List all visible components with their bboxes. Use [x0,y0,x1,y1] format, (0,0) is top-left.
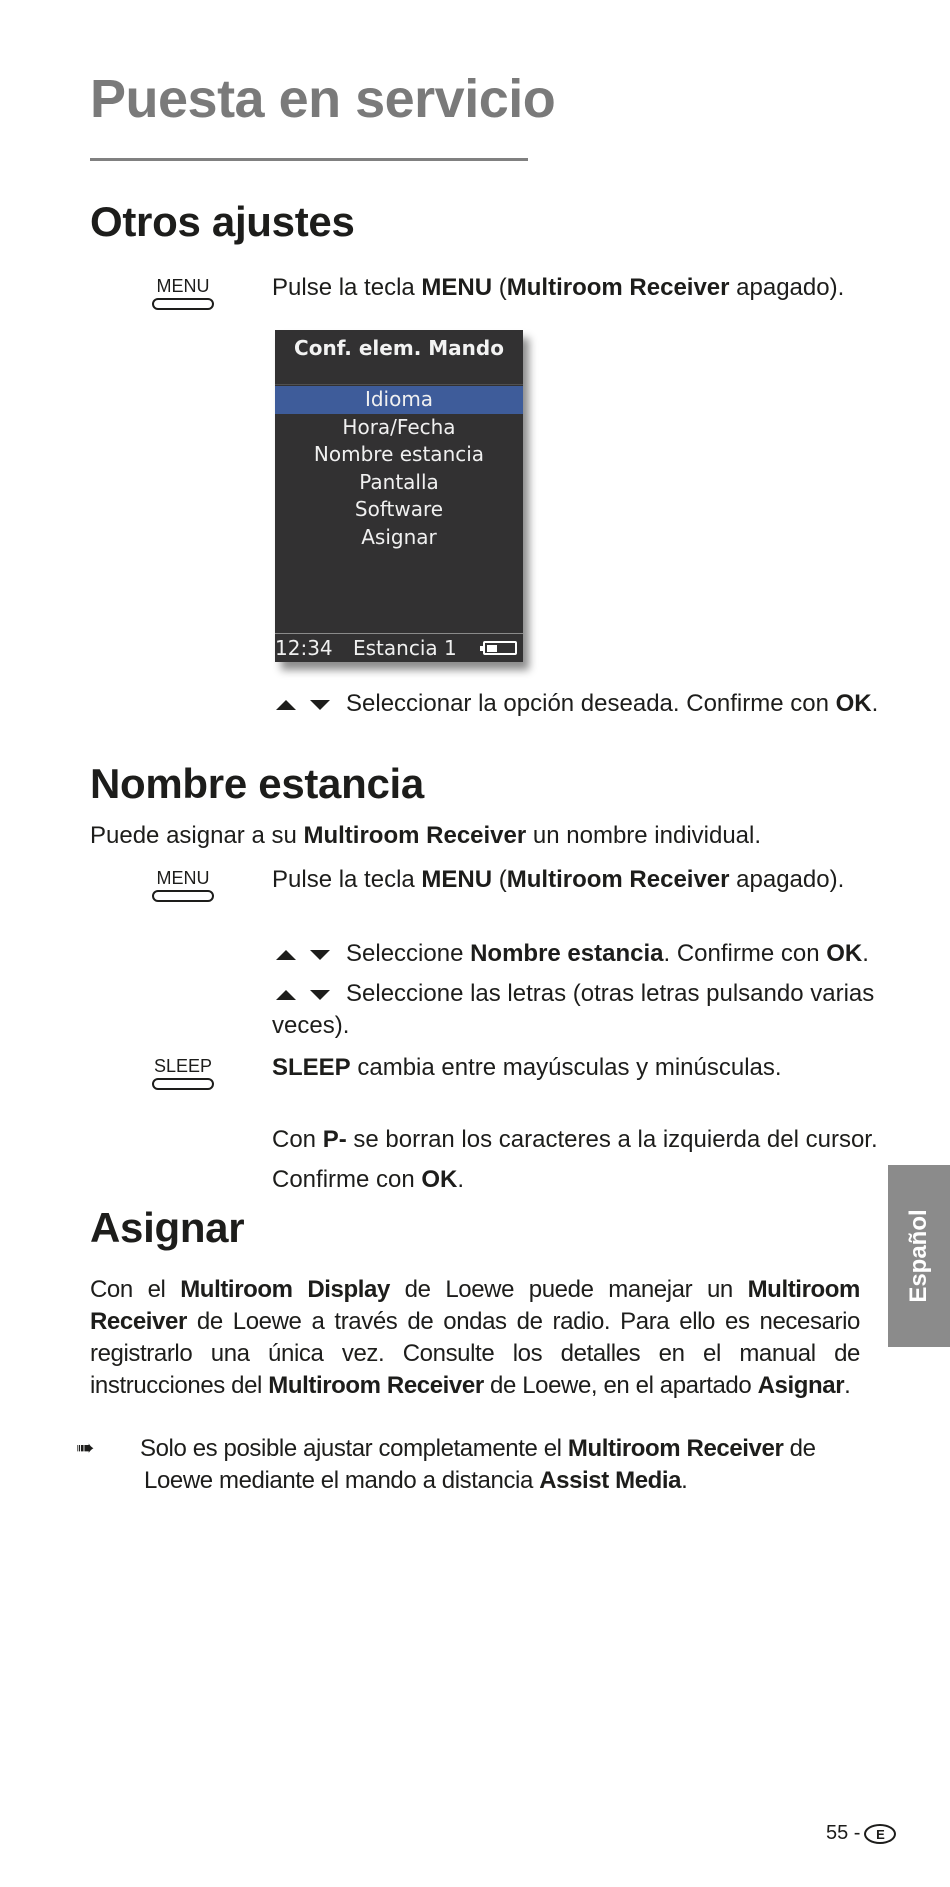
arrow-down-icon [310,950,330,960]
title-divider [90,158,528,161]
nombre-intro: Puede asignar a su Multiroom Receiver un nombre individual. [90,822,762,849]
menu-key-label-2: MENU [156,868,210,888]
step-p-minus: Con P- se borran los caracteres a la izquierda del cursor. [272,1126,878,1153]
sleep-key-icon [150,1056,216,1090]
arrow-down-icon [310,990,330,1000]
remote-display-screen [275,330,523,662]
menu-key-icon [150,276,216,310]
page-title: Puesta en servicio [90,69,556,129]
step-press-menu: Pulse la tecla MENU (Multiroom Receiver apagado). [272,274,845,301]
step-sleep: SLEEP cambia entre mayúsculas y minúsculas. [272,1054,782,1081]
battery-icon [483,641,517,655]
note-arrow-icon: ➠ [76,1435,95,1460]
menu-key-icon-2 [150,868,216,902]
step-select-option: Seleccionar la opción deseada. Confirme con OK. [276,688,878,720]
screen-title: Conf. elem. Mando [294,336,504,360]
screen-time: 12:34 [275,636,333,660]
menu-item-pantalla[interactable]: Pantalla [359,469,439,494]
asignar-note: ➠ Solo es posible ajustar completamente el Multiroom Receiver de Loewe mediante el mando a distancia Assist Media. [110,1432,862,1497]
menu-item-idioma[interactable]: Idioma [275,386,523,414]
language-code-badge: E [864,1824,896,1844]
screen-status-bar [275,636,523,662]
arrow-up-icon [276,990,296,1000]
step-confirm: Confirme con OK. [272,1166,465,1193]
step-press-menu-2: Pulse la tecla MENU (Multiroom Receiver apagado). [272,866,845,893]
menu-item-asignar[interactable]: Asignar [361,524,437,549]
language-side-tab [888,1165,950,1347]
asignar-paragraph: Con el Multiroom Display de Loewe puede manejar un Multiroom Receiver de Loewe a través de ondas de radio. Para ello es necesario registrarlo una única vez. Consulte los detalles en el manual de instrucciones del Multiroom Receiver de Loewe, en el apartado Asignar. [90,1276,860,1399]
menu-item-software[interactable]: Software [354,497,444,522]
menu-item-hora-fecha[interactable]: Hora/Fecha [342,414,456,439]
step-select-letters: Seleccione las letras (otras letras pulsando varias veces). [272,980,875,1039]
language-tab-label: Español [905,1209,932,1303]
arrow-up-icon [276,700,296,710]
heading-otros-ajustes: Otros ajustes [90,198,355,245]
arrow-down-icon [310,700,330,710]
sleep-key-label: SLEEP [153,1056,213,1076]
step-select-nombre: Seleccione Nombre estancia. Confirme con OK. [276,938,869,970]
arrow-up-icon [276,950,296,960]
page-number [826,1822,896,1845]
screen-room: Estancia 1 [353,636,457,660]
heading-nombre-estancia: Nombre estancia [90,760,424,807]
menu-key-label: MENU [156,276,210,296]
screen-menu [275,386,523,552]
heading-asignar: Asignar [90,1204,245,1251]
menu-item-nombre-estancia[interactable]: Nombre estancia [313,442,485,467]
page-number-text: 55 - [826,1822,861,1844]
